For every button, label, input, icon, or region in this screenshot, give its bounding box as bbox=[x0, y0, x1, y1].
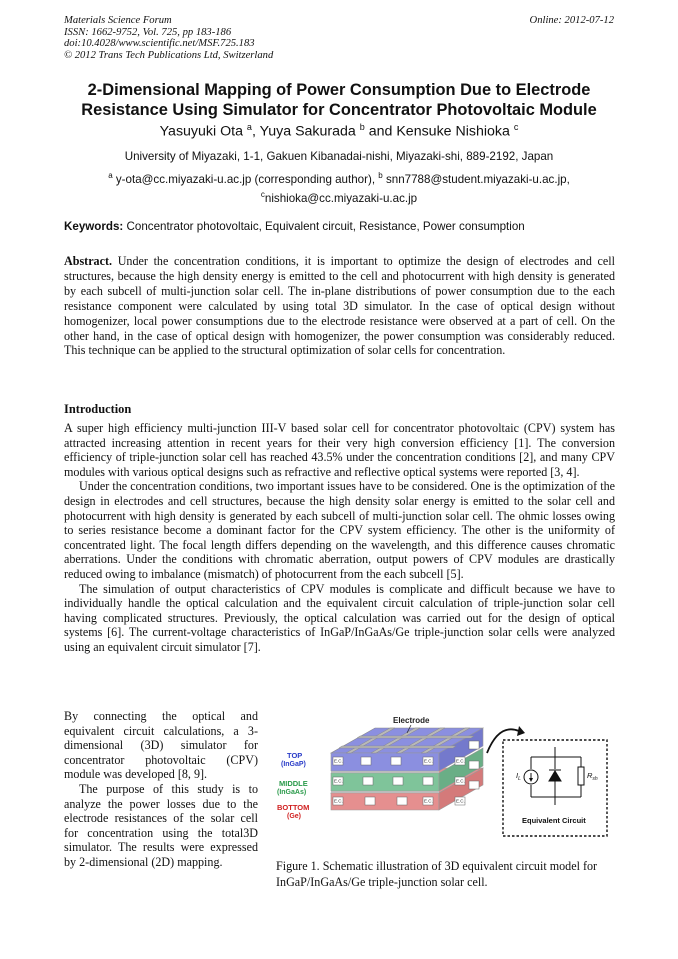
author-separator: , bbox=[251, 123, 260, 140]
electrode-label: Electrode bbox=[393, 716, 430, 725]
section-heading-introduction: Introduction bbox=[64, 402, 132, 416]
author-emails bbox=[40, 168, 638, 206]
separator bbox=[331, 791, 439, 793]
middle-layer-label: MIDDLE bbox=[279, 779, 308, 788]
rsh-label: $R_{sh}$ bbox=[587, 771, 598, 782]
paper-title-line2: Resistance Using Simulator for Concentrator Photovoltaic Module bbox=[81, 101, 597, 119]
ec-label: E.C. bbox=[334, 758, 343, 764]
layer-labels bbox=[277, 751, 309, 820]
author-affiliation-mark: a bbox=[246, 122, 252, 132]
introduction-body bbox=[64, 421, 615, 655]
journal-copyright: © 2012 Trans Tech Publications Ltd, Switzerland bbox=[64, 49, 274, 61]
ec-label: E.C. bbox=[456, 778, 465, 784]
affiliation: University of Miyazaki, 1-1, Gakuen Kibanadai-nishi, Miyazaki-shi, 889-2192, Japan bbox=[124, 150, 554, 163]
middle-layer-material: (InGaAs) bbox=[277, 789, 307, 796]
top-layer-material: (InGaP) bbox=[281, 761, 306, 768]
email-mark: c bbox=[260, 189, 265, 199]
paragraph: A super high efficiency multi-junction III-V based solar cell for concentrator photovoltaic (CPV) system has attracted increasing attention in recent years for their very high conversion efficiency [1]. The conversion efficiency of triple-junction solar cell has reached 43.5% under the concentration conditions [2], and many CPV modules with various optical designs such as refractive and reflective optical systems were reported [3, 4]. bbox=[64, 421, 615, 479]
email-b[interactable]: snn7788@student.miyazaki-u.ac.jp, bbox=[382, 172, 570, 186]
ec-label: E.C. bbox=[424, 798, 433, 804]
abstract-text: Under the concentration conditions, it is important to optimize the design of electrodes and cell structures, because the high density energy is emitted to the cell and photocurrent with high density is generated by each subcell of multi-junction solar cell. The in-plane distributions of power consumption due to the each resistance component were calculated by using total 3D simulator. In the case of optical design without homogenizer, local power consumptions due to the electrode resistance were observed at a part of cell. On the other hand, in the case of optical design with homogenizer, the power consumption was considerably reduced. This technique can be applied to the structural optimization of solar cells for concentration. bbox=[64, 254, 615, 358]
separator bbox=[331, 771, 439, 773]
author-name: Yasuyuki Ota bbox=[159, 123, 243, 140]
paragraph: Under the concentration conditions, two important issues have to be considered. One is the optimization of the design in electrodes and cell structures, because the high density solar energy is emitted to the solar cell and photocurrent with high density is generated by each subcell of multi-junction solar cell. The ohmic losses owing to series resistance become a dominant factor for the CPV system efficiency. The other is the uniformity of concentrated light. The focal length differs depending on the wavelength, and this difference causes chromatic aberrations. Under the conditions with chromatic aberration, output powers of CPV modules are drastically reduced owing to imbalance (mismatch) of photocurrent from the each subcell [5]. bbox=[64, 479, 615, 581]
abstract-label: Abstract. bbox=[64, 254, 113, 268]
abstract bbox=[64, 254, 615, 358]
bottom-layer-material: (Ge) bbox=[287, 813, 301, 820]
author-list bbox=[40, 122, 638, 140]
author-affiliation-mark: b bbox=[359, 122, 365, 132]
journal-name: Materials Science Forum bbox=[64, 15, 172, 26]
email-a[interactable]: y-ota@cc.miyazaki-u.ac.jp (corresponding author), bbox=[112, 172, 379, 186]
ec-label: E.C. bbox=[456, 798, 465, 804]
top-layer-label: TOP bbox=[287, 751, 303, 760]
journal-header bbox=[64, 15, 273, 61]
ec-label: E.C. bbox=[334, 778, 343, 784]
author-name: Yuya Sakurada bbox=[259, 123, 356, 140]
keywords-text: Concentrator photovoltaic, Equivalent circuit, Resistance, Power consumption bbox=[123, 220, 525, 233]
ec-label: E.C. bbox=[334, 798, 343, 804]
paragraph: The simulation of output characteristics of CPV modules is complicate and difficult because we have to individually handle the optical calculation and the equivalent circuit calculation of triple-junction solar cell having complicated structures. Previously, the optical calculation was carried out for the design of optical systems [6]. The current-voltage characteristics of InGaP/InGaAs/Ge triple-junction solar cells were analyzed using an equivalent circuit simulator [7]. bbox=[64, 581, 615, 654]
author-affiliation-mark: c bbox=[513, 122, 519, 132]
il-label: $I_L$ bbox=[516, 771, 521, 782]
bottom-layer-label: BOTTOM bbox=[277, 803, 310, 812]
keywords bbox=[64, 220, 616, 233]
figure-caption: Figure 1. Schematic illustration of 3D equivalent circuit model for InGaP/InGaAs/Ge triple-junction solar cell. bbox=[276, 859, 598, 889]
email-mark: b bbox=[378, 171, 383, 180]
email-c[interactable]: nishioka@cc.miyazaki-u.ac.jp bbox=[264, 191, 418, 205]
author-separator: and bbox=[364, 123, 397, 140]
equivalent-circuit-label: Equivalent Circuit bbox=[522, 816, 586, 825]
author-name: Kensuke Nishioka bbox=[396, 123, 510, 140]
journal-doi[interactable]: doi:10.4028/www.scientific.net/MSF.725.183 bbox=[64, 38, 255, 50]
paragraph: The purpose of this study is to analyze the power losses due to the electrode resistances of the solar cell for concentration using the total3D simulator. The results were expressed by 2-dimensional (2D) mapping. bbox=[64, 781, 258, 869]
paper-title bbox=[40, 80, 638, 120]
ec-label: E.C. bbox=[424, 758, 433, 764]
online-date: Online: 2012-07-12 bbox=[529, 15, 614, 26]
introduction-left-column bbox=[64, 709, 258, 870]
arrow-head-icon bbox=[517, 726, 525, 736]
email-mark: a bbox=[108, 171, 113, 180]
paper-title-line1: 2-Dimensional Mapping of Power Consumption Due to Electrode bbox=[87, 81, 591, 99]
journal-issn: ISSN: 1662-9752, Vol. 725, pp 183-186 bbox=[64, 26, 232, 38]
figure-1-schematic bbox=[273, 713, 619, 853]
ec-label: E.C. bbox=[456, 758, 465, 764]
keywords-label: Keywords: bbox=[64, 220, 124, 233]
paragraph: By connecting the optical and equivalent circuit calculations, a 3-dimensional (3D) simulator for concentrator photovoltaic (CPV) module was developed [8, 9]. bbox=[64, 709, 258, 782]
